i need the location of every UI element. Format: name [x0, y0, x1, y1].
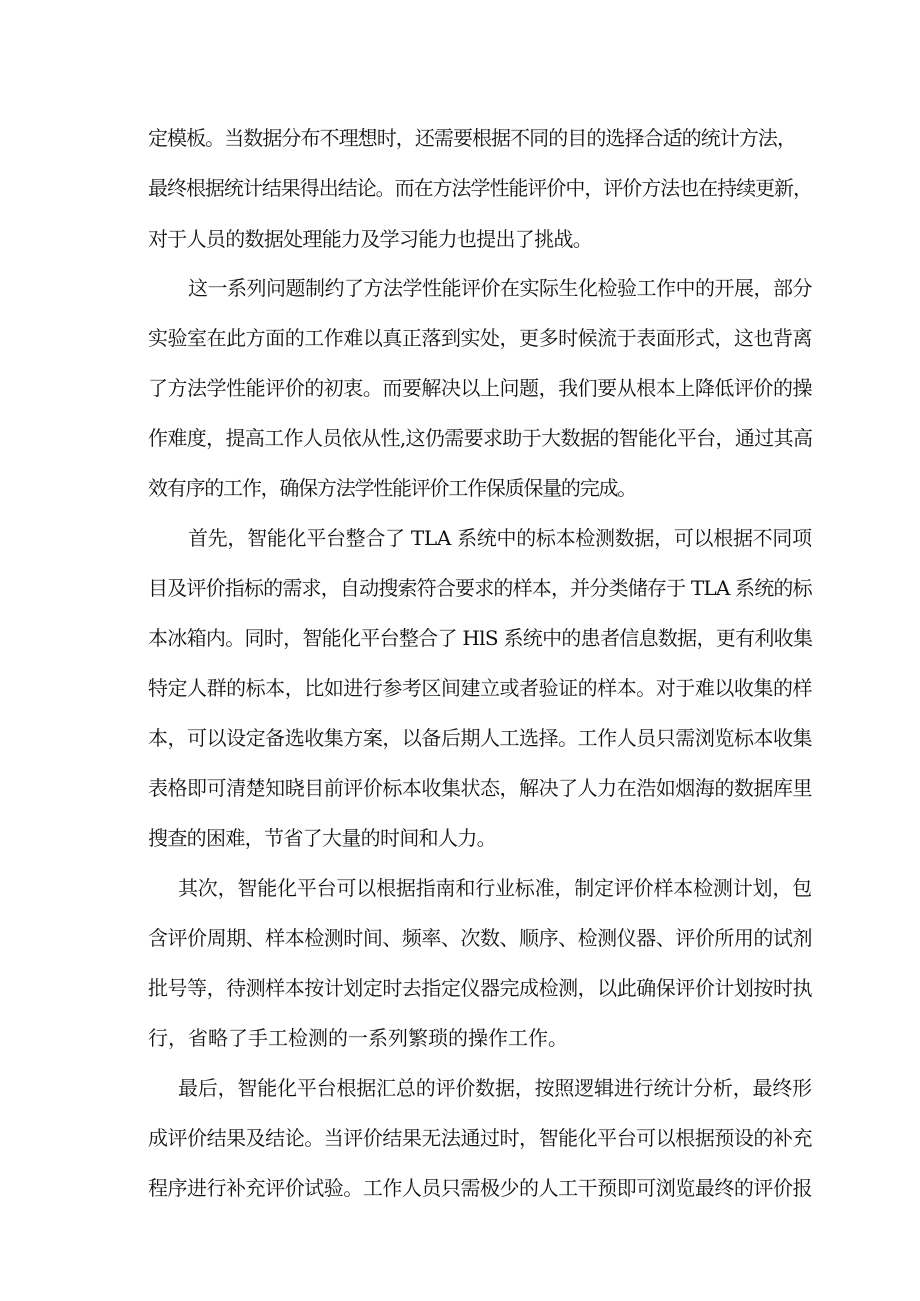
text-line: 对于人员的数据处理能力及学习能力也提出了挑战。	[148, 227, 592, 251]
text-line: 最后，智能化平台根据汇总的评价数据，按照逻辑进行统计分析，最终形	[178, 1076, 812, 1100]
text-line: 这一系列问题制约了方法学性能评价在实际生化检验工作中的开展，部分	[188, 276, 812, 300]
text-line: 本冰箱内。同时，智能化平台整合了 HlS 系统中的患者信息数据，更有利收集	[148, 626, 813, 650]
text-line: 特定人群的标本，比如进行参考区间建立或者验证的样本。对于难以收集的样	[148, 676, 812, 700]
text-line: 成评价结果及结论。当评价结果无法通过时，智能化平台可以根据预设的补充	[148, 1126, 812, 1150]
text-line: 首先，智能化平台整合了 TLA 系统中的标本检测数据，可以根据不同项	[188, 526, 812, 550]
text-line: 搜查的困难，节省了大量的时间和人力。	[148, 826, 496, 850]
text-line: 目及评价指标的需求，自动搜索符合要求的样本，并分类储存于 TLA 系统的标	[148, 576, 812, 600]
text-line: 行，省略了手工检测的一系列繁琐的操作工作。	[148, 1026, 568, 1050]
text-line: 批号等，待测样本按计划定时去指定仪器完成检测，以此确保评价计划按时执	[148, 976, 812, 1000]
text-line: 本，可以设定备选收集方案，以备后期人工选择。工作人员只需浏览标本收集	[148, 726, 812, 750]
text-line: 了方法学性能评价的初衷。而要解决以上问题，我们要从根本上降低评价的操	[148, 376, 812, 400]
text-line: 实验室在此方面的工作难以真正落到实处，更多时候流于表面形式，这也背离	[148, 326, 812, 350]
text-line: 定模板。当数据分布不理想时，还需要根据不同的目的选择合适的统计方法，	[148, 126, 796, 150]
text-line: 效有序的工作，确保方法学性能评价工作保质保量的完成。	[148, 476, 636, 500]
text-line: 最终根据统计结果得出结论。而在方法学性能评价中，评价方法也在持续更新，	[148, 176, 812, 200]
text-line: 作难度，提高工作人员依从性,这仍需要求助于大数据的智能化平台，通过其高	[148, 426, 813, 450]
text-line: 其次，智能化平台可以根据指南和行业标准，制定评价样本检测计划，包	[178, 876, 812, 900]
text-line: 程序进行补充评价试验。工作人员只需极少的人工干预即可浏览最终的评价报	[148, 1176, 812, 1200]
text-line: 含评价周期、样本检测时间、频率、次数、顺序、检测仪器、评价所用的试剂	[148, 926, 812, 950]
text-line: 表格即可清楚知晓目前评价标本收集状态，解决了人力在浩如烟海的数据库里	[148, 776, 812, 800]
